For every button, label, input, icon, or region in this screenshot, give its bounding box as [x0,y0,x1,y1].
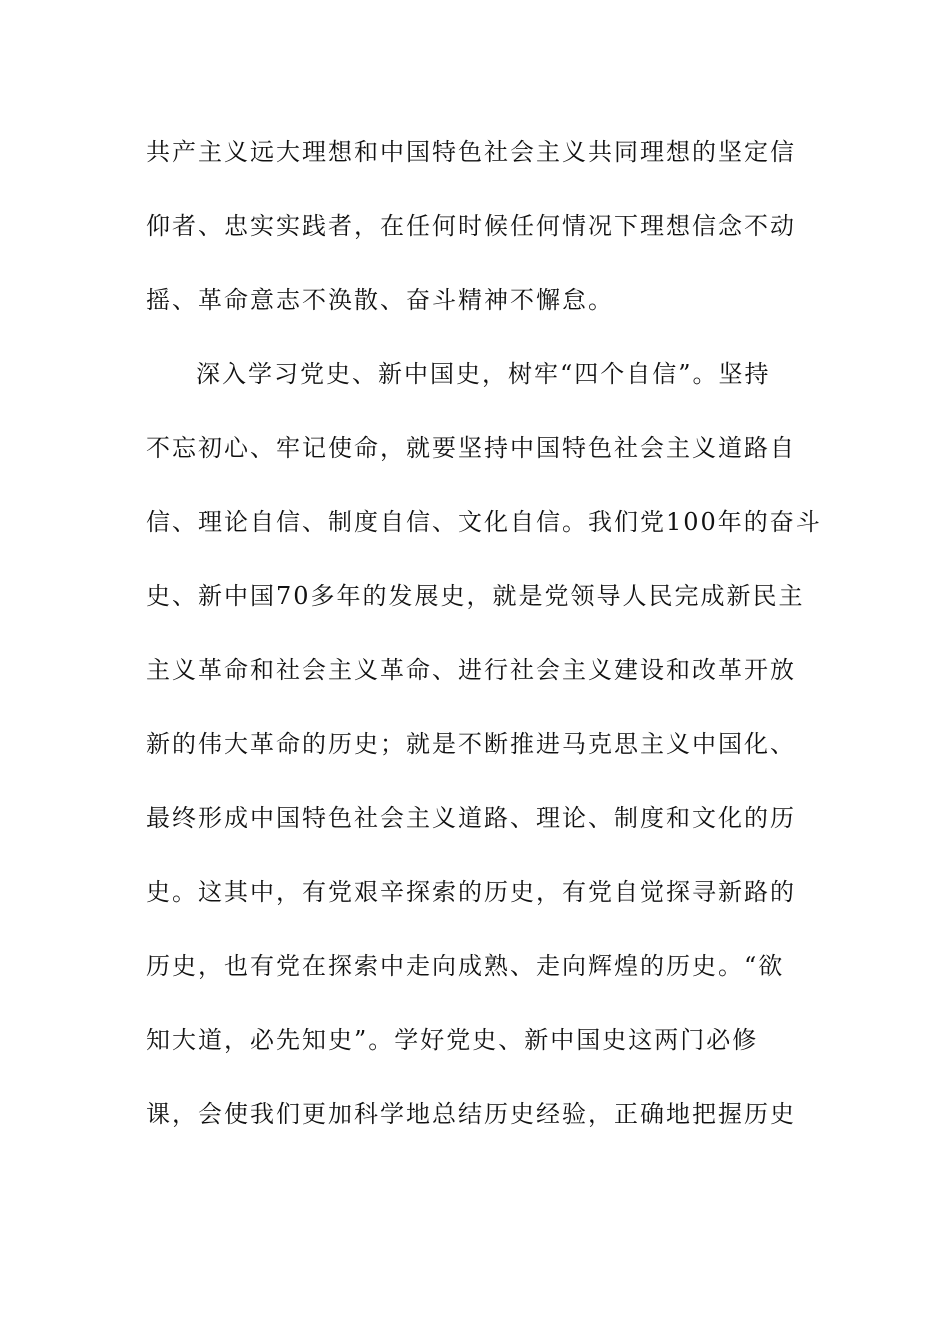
text-line-11: 史。这其中，有党艰辛探索的历史，有党自觉探寻新路的 [146,878,796,906]
text-line-9: 新的伟大革命的历史；就是不断推进马克思主义中国化、 [146,730,796,758]
text-line-2: 仰者、忠实实践者，在任何时候任何情况下理想信念不动 [146,212,796,240]
text-line-10: 最终形成中国特色社会主义道路、理论、制度和文化的历 [146,804,796,832]
text-line-8: 主义革命和社会主义革命、进行社会主义建设和改革开放 [146,656,796,684]
text-line-1: 共产主义远大理想和中国特色社会主义共同理想的坚定信 [146,138,796,166]
body-text [146,132,822,1168]
text-line-14: 课，会使我们更加科学地总结历史经验，正确地把握历史 [146,1100,796,1128]
text-line-13: 知大道，必先知史”。学好党史、新中国史这两门必修 [146,1026,759,1054]
text-line-3: 摇、革命意志不涣散、奋斗精神不懈怠。 [146,286,614,314]
text-line-12: 历史，也有党在探索中走向成熟、走向辉煌的历史。“欲 [146,952,785,980]
text-line-6: 信、理论自信、制度自信、文化自信。我们党100年的奋斗 [146,508,822,536]
text-line-7: 史、新中国70多年的发展史，就是党领导人民完成新民主 [146,582,805,610]
paragraph-start-line: 深入学习党史、新中国史，树牢“四个自信”。坚持 [196,360,771,388]
text-line-5: 不忘初心、牢记使命，就要坚持中国特色社会主义道路自 [146,434,796,462]
